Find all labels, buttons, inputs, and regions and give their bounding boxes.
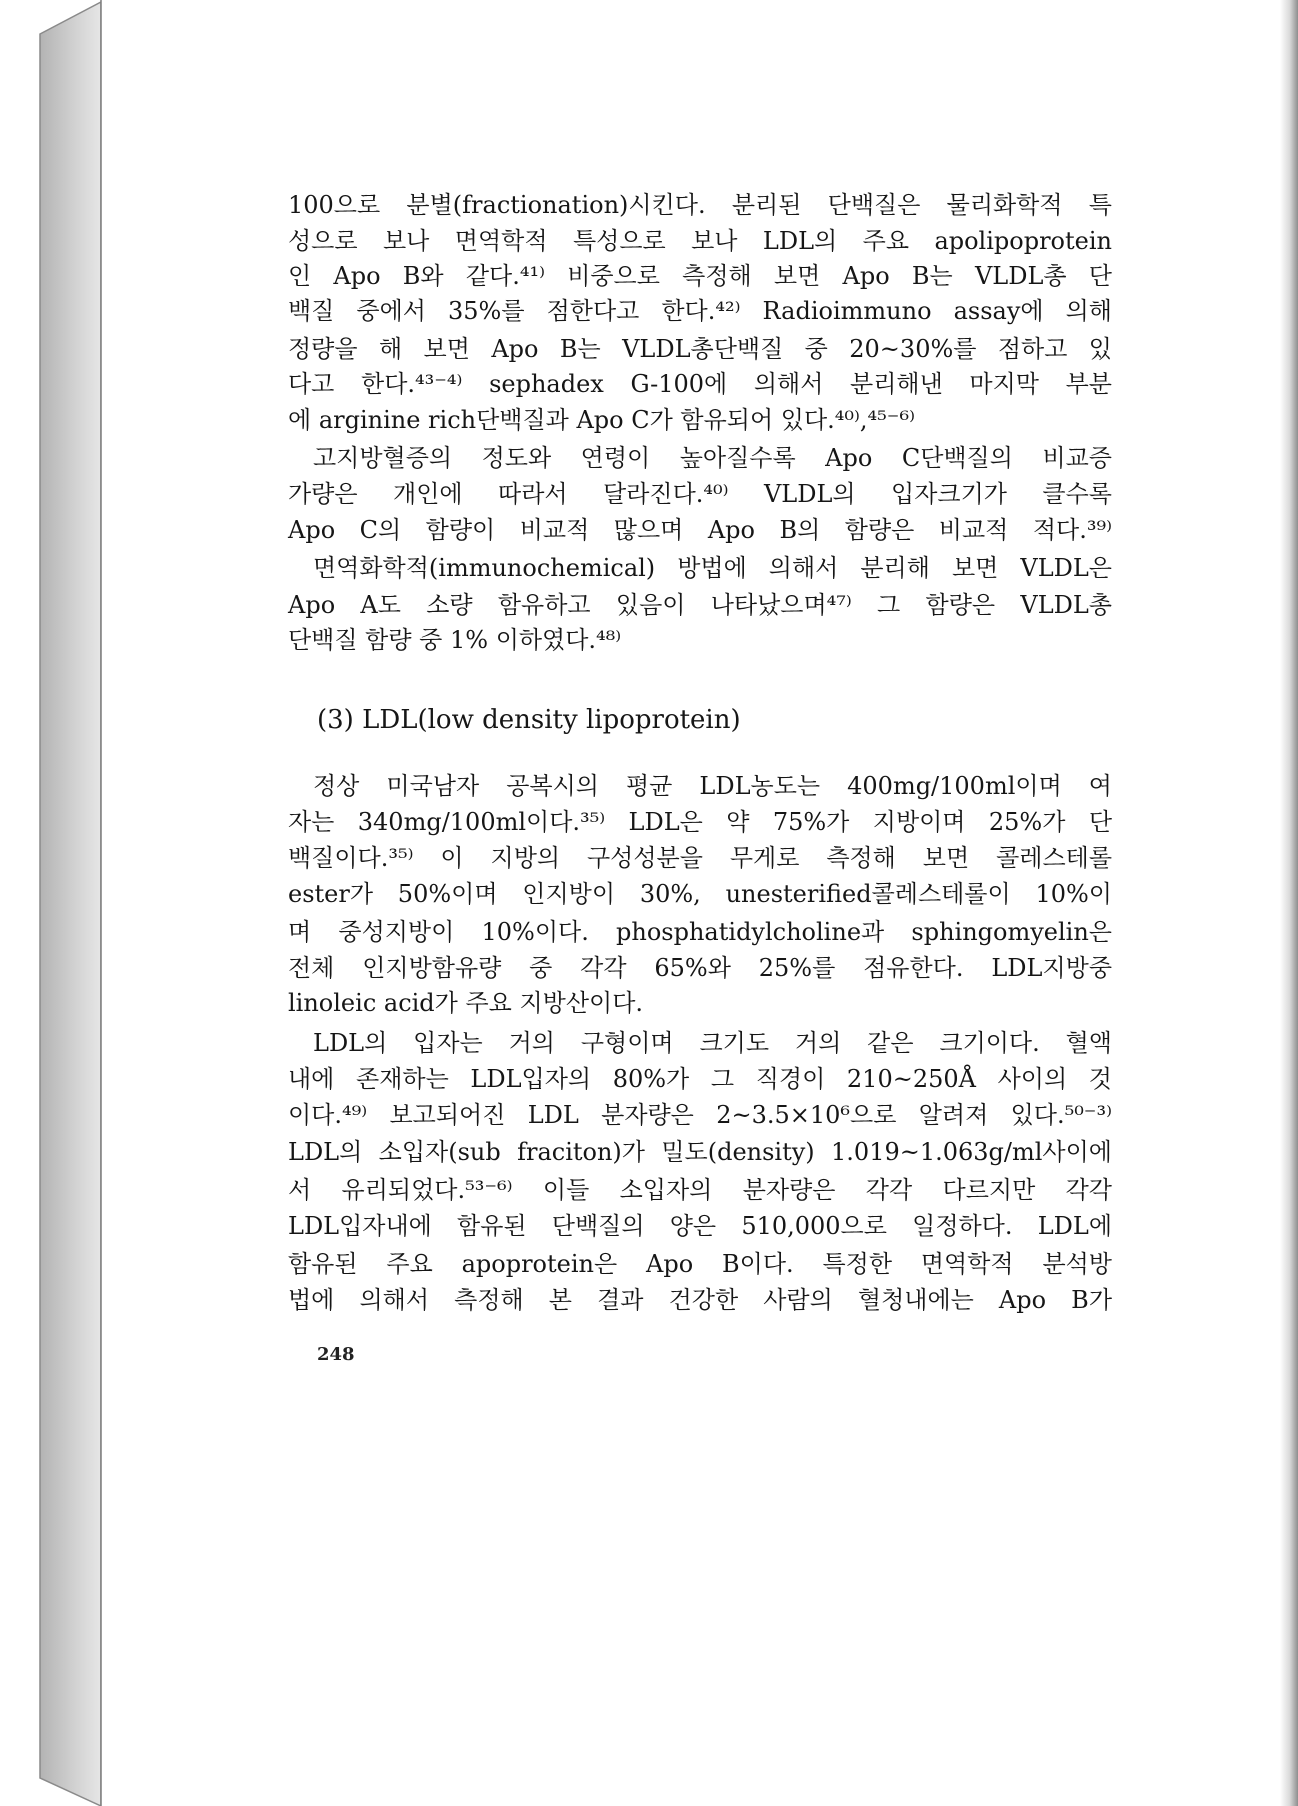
text-line: 인 Apo B와 같다.⁴¹⁾ 비중으로 측정해 보면 Apo B는 VLDL총 단 xyxy=(288,262,1112,290)
text-line: 에 arginine rich단백질과 Apo C가 함유되어 있다.⁴⁰⁾,⁴⁵⁻⁶⁾ xyxy=(288,406,915,434)
text-line: 고지방혈증의 정도와 연령이 높아질수록 Apo C단백질의 비교증 xyxy=(313,444,1112,472)
text-line: 자는 340mg/100ml이다.³⁵⁾ LDL은 약 75%가 지방이며 25%가 단 xyxy=(288,808,1112,836)
text-line: 단백질 함량 중 1% 이하였다.⁴⁸⁾ xyxy=(288,626,622,654)
text-line: 면역화학적(immunochemical) 방법에 의해서 분리해 보면 VLDL은 xyxy=(313,554,1112,582)
text-line: 며 중성지방이 10%이다. phosphatidylcholine과 sphingomyelin은 xyxy=(288,918,1112,946)
text-line: LDL입자내에 함유된 단백질의 양은 510,000으로 일정하다. LDL에 xyxy=(288,1212,1112,1240)
text-line: 전체 인지방함유량 중 각각 65%와 25%를 점유한다. LDL지방중 xyxy=(288,954,1112,982)
text-line: 성으로 보나 면역학적 특성으로 보나 LDL의 주요 apolipoprotein xyxy=(288,227,1112,255)
text-line: 서 유리되었다.⁵³⁻⁶⁾ 이들 소입자의 분자량은 각각 다르지만 각각 xyxy=(288,1176,1112,1204)
text-line: LDL의 소입자(sub fraciton)가 밀도(density) 1.019~1.063g/ml사이에 xyxy=(288,1138,1112,1166)
text-line: 법에 의해서 측정해 본 결과 건강한 사람의 혈청내에는 Apo B가 xyxy=(288,1286,1112,1314)
text-line: 정상 미국남자 공복시의 평균 LDL농도는 400mg/100ml이며 여 xyxy=(313,772,1112,800)
book-spine xyxy=(40,2,101,1806)
page-right-shadow xyxy=(1280,0,1298,1806)
text-line: 함유된 주요 apoprotein은 Apo B이다. 특정한 면역학적 분석방 xyxy=(288,1250,1112,1278)
text-line: ester가 50%이며 인지방이 30%, unesterified콜레스테롤이 10%이 xyxy=(288,880,1112,908)
text-line: 다고 한다.⁴³⁻⁴⁾ sephadex G-100에 의해서 분리해낸 마지막 부분 xyxy=(288,370,1112,398)
text-line: 가량은 개인에 따라서 달라진다.⁴⁰⁾ VLDL의 입자크기가 클수록 xyxy=(288,480,1112,508)
text-line: LDL의 입자는 거의 구형이며 크기도 거의 같은 크기이다. 혈액 xyxy=(313,1029,1112,1057)
text-line: 정량을 해 보면 Apo B는 VLDL총단백질 중 20~30%를 점하고 있 xyxy=(288,335,1112,363)
text-line: 이다.⁴⁹⁾ 보고되어진 LDL 분자량은 2~3.5×10⁶으로 알려져 있다.⁵⁰⁻³⁾ xyxy=(288,1101,1112,1129)
text-line: 100으로 분별(fractionation)시킨다. 분리된 단백질은 물리화학적 특 xyxy=(288,191,1112,219)
text-line: 백질 중에서 35%를 점한다고 한다.⁴²⁾ Radioimmuno assay에 의해 xyxy=(288,297,1112,325)
text-line: 내에 존재하는 LDL입자의 80%가 그 직경이 210~250Å 사이의 것 xyxy=(288,1065,1112,1093)
section-heading: (3) LDL(low density lipoprotein) xyxy=(317,705,741,735)
text-line: Apo C의 함량이 비교적 많으며 Apo B의 함량은 비교적 적다.³⁹⁾ xyxy=(288,516,1112,544)
text-line: 백질이다.³⁵⁾ 이 지방의 구성성분을 무게로 측정해 보면 콜레스테롤 xyxy=(288,844,1112,872)
text-line: linoleic acid가 주요 지방산이다. xyxy=(288,989,644,1017)
page-number: 248 xyxy=(317,1344,355,1365)
text-line: Apo A도 소량 함유하고 있음이 나타났으며⁴⁷⁾ 그 함량은 VLDL총 xyxy=(288,591,1112,619)
